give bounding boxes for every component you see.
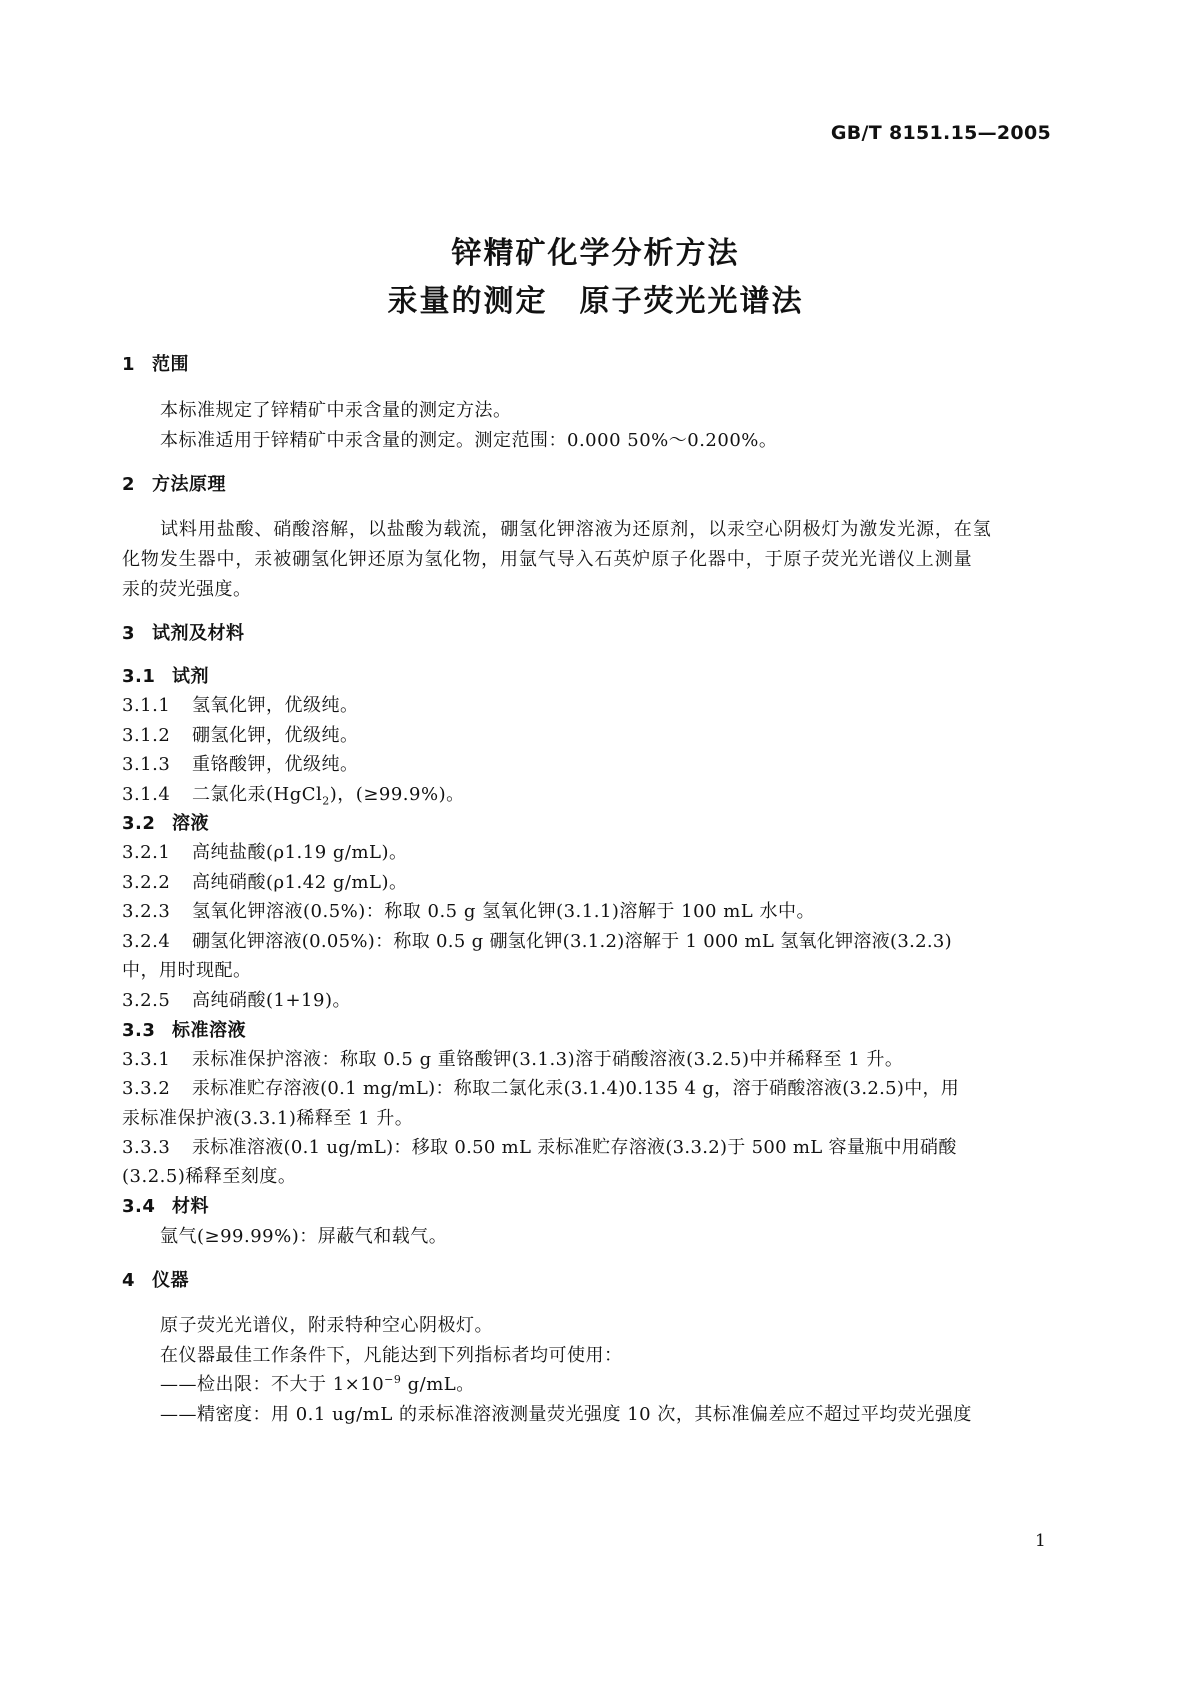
bullet-item: ——精密度：用 0.1 ug/mL 的汞标准溶液测量荧光强度 10 次，其标准偏差应不超过平均荧光强度 [160, 1404, 972, 1425]
list-item: 3.2.4 硼氢化钾溶液(0.05%)：称取 0.5 g 硼氢化钾(3.1.2)溶解于 1 000 mL 氢氧化钾溶液(3.2.3) [122, 931, 952, 952]
paragraph: 本标准适用于锌精矿中汞含量的测定。测定范围：0.000 50%～0.200%。 [160, 430, 778, 451]
list-item: 3.3.3 汞标准溶液(0.1 ug/mL)：移取 0.50 mL 汞标准贮存溶液(3.3.2)于 500 mL 容量瓶中用硝酸 [122, 1137, 957, 1158]
paragraph: 原子荧光光谱仪，附汞特种空心阴极灯。 [160, 1315, 493, 1336]
bullet-item: ——检出限：不大于 $1\times 10^{-9}$ g/mL。 [160, 1373, 475, 1395]
list-item: 3.1.3 重铬酸钾，优级纯。 [122, 754, 359, 775]
list-item-continuation: 中，用时现配。 [122, 960, 252, 981]
section-heading-4: 4 仪器 [122, 1270, 189, 1291]
standard-code: GB/T 8151.15—2005 [830, 122, 1051, 144]
subsection-heading-3-1: 3.1 试剂 [122, 666, 209, 687]
list-item-continuation: (3.2.5)稀释至刻度。 [122, 1166, 297, 1187]
document-subtitle: 汞量的测定 原子荧光光谱法 [387, 284, 804, 319]
list-item: 3.3.2 汞标准贮存溶液(0.1 mg/mL)：称取二氯化汞(3.1.4)0.135 4 g，溶于硝酸溶液(3.2.5)中，用 [122, 1078, 960, 1099]
document-title: 锌精矿化学分析方法 [451, 236, 740, 271]
subsection-heading-3-3: 3.3 标准溶液 [122, 1020, 246, 1041]
page-number: 1 [1035, 1531, 1046, 1551]
list-item: 3.3.1 汞标准保护溶液：称取 0.5 g 重铬酸钾(3.1.3)溶于硝酸溶液(3.2.5)中并稀释至 1 升。 [122, 1049, 904, 1070]
list-item: 3.1.1 氢氧化钾，优级纯。 [122, 695, 359, 716]
paragraph: 本标准规定了锌精矿中汞含量的测定方法。 [160, 400, 512, 421]
list-item: 3.1.4 二氯化汞(HgCl$_2$)，(≥99.9%)。 [122, 784, 465, 808]
section-heading-1: 1 范围 [122, 354, 189, 375]
paragraph: 在仪器最佳工作条件下，凡能达到下列指标者均可使用： [160, 1345, 623, 1366]
list-item: 3.2.2 高纯硝酸(ρ1.42 g/mL)。 [122, 872, 408, 893]
subsection-heading-3-2: 3.2 溶液 [122, 813, 209, 834]
list-item-continuation: 汞标准保护液(3.3.1)稀释至 1 升。 [122, 1108, 414, 1129]
list-item: 3.2.5 高纯硝酸(1+19)。 [122, 990, 351, 1011]
list-item: 3.2.3 氢氧化钾溶液(0.5%)：称取 0.5 g 氢氧化钾(3.1.1)溶解于 100 mL 水中。 [122, 901, 815, 922]
subsection-heading-3-4: 3.4 材料 [122, 1196, 209, 1217]
paragraph: 汞的荧光强度。 [122, 579, 252, 600]
paragraph: 试料用盐酸、硝酸溶解，以盐酸为载流，硼氢化钾溶液为还原剂，以汞空心阴极灯为激发光源，在氢 [160, 519, 992, 540]
section-heading-2: 2 方法原理 [122, 474, 226, 495]
paragraph: 氩气(≥99.99%)：屏蔽气和载气。 [160, 1226, 448, 1247]
section-heading-3: 3 试剂及材料 [122, 623, 245, 644]
list-item: 3.1.2 硼氢化钾，优级纯。 [122, 725, 359, 746]
list-item: 3.2.1 高纯盐酸(ρ1.19 g/mL)。 [122, 842, 408, 863]
paragraph: 化物发生器中，汞被硼氢化钾还原为氢化物，用氩气导入石英炉原子化器中，于原子荧光光谱仪上测量 [122, 549, 973, 570]
